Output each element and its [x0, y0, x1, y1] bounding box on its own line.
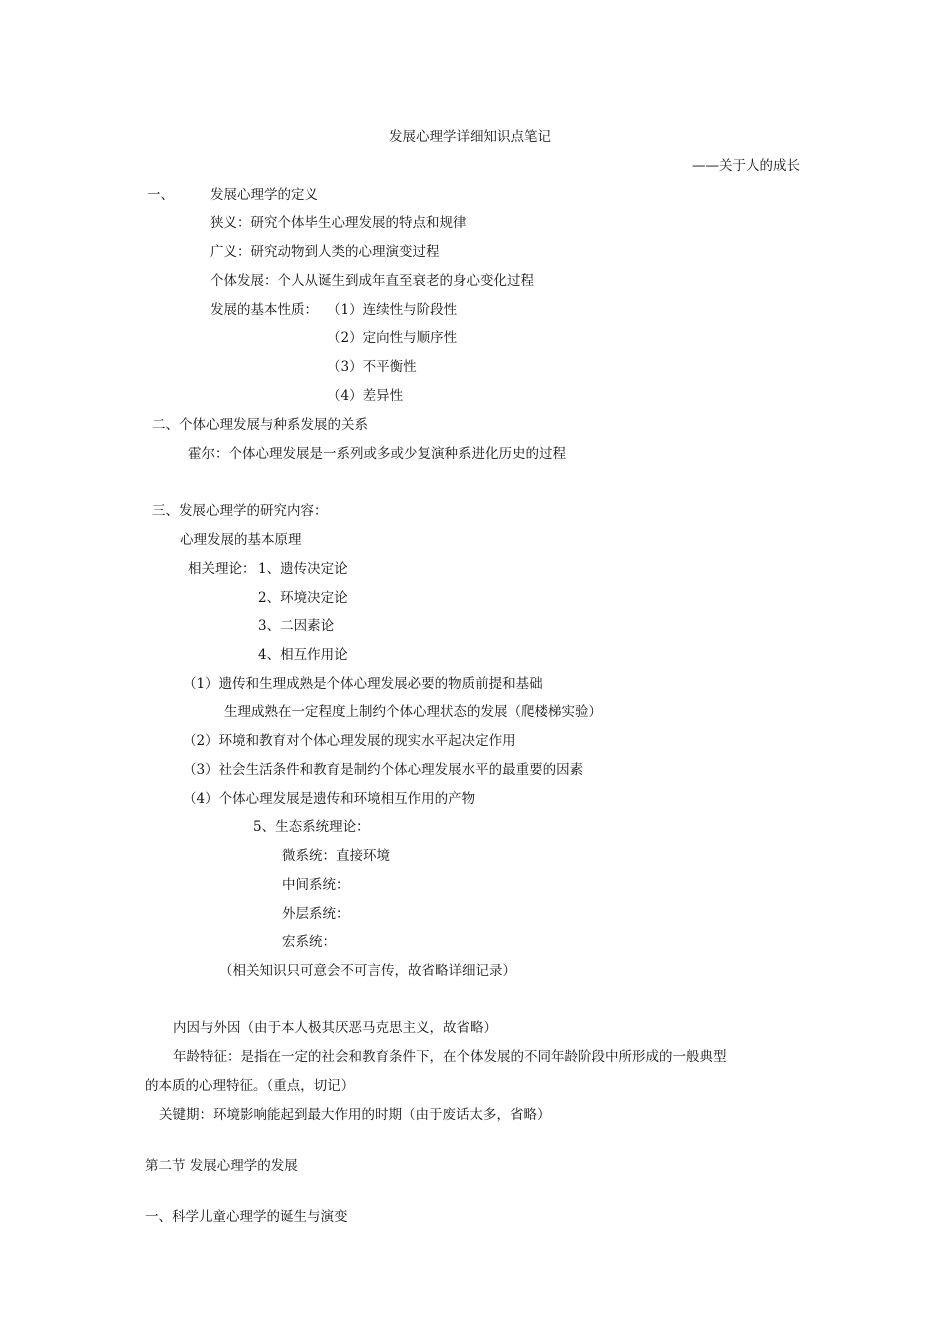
principle-point: （4）个体心理发展是遗传和环境相互作用的产物 — [183, 791, 476, 807]
basic-nature-item: （4）差异性 — [327, 388, 404, 404]
theory-item: 2、环境决定论 — [258, 590, 348, 606]
related-theories-label: 相关理论： — [188, 561, 256, 577]
definition-narrow: 狭义：研究个体毕生心理发展的特点和规律 — [210, 215, 467, 231]
section-1-heading: 发展心理学的定义 — [210, 187, 318, 203]
basic-nature-item: （3）不平衡性 — [327, 359, 417, 375]
hall-statement: 霍尔：个体心理发展是一系列或多或少复演种系进化历史的过程 — [188, 446, 566, 462]
section-1-number: 一、 — [147, 187, 174, 203]
basic-nature-item: （2）定向性与顺序性 — [327, 330, 458, 346]
basic-nature-label: 发展的基本性质： — [210, 302, 318, 318]
basic-nature-item: （1）连续性与阶段性 — [327, 302, 458, 318]
theory-item: 3、二因素论 — [258, 618, 335, 634]
section-3-heading: 三、发展心理学的研究内容： — [152, 503, 328, 519]
ecological-note: （相关知识只可意会不可言传，故省略详细记录） — [219, 963, 516, 979]
principle-point: （3）社会生活条件和教育是制约个体心理发展水平的最重要的因素 — [183, 762, 584, 778]
definition-individual-development: 个体发展：个人从诞生到成年直至衰老的身心变化过程 — [210, 273, 534, 289]
ecological-system-item: 宏系统： — [282, 934, 336, 950]
age-characteristics-line-1: 年龄特征：是指在一定的社会和教育条件下，在个体发展的不同年龄阶段中所形成的一般典型 — [173, 1049, 727, 1065]
section-two-heading: 第二节 发展心理学的发展 — [145, 1158, 298, 1174]
document-title: 发展心理学详细知识点笔记 — [389, 129, 551, 145]
principle-point-note: 生理成熟在一定程度上制约个体心理状态的发展（爬楼梯实验） — [224, 704, 602, 720]
ecological-system-item: 外层系统： — [282, 906, 350, 922]
document-subtitle: ——关于人的成长 — [692, 158, 800, 174]
ecological-system-item: 微系统：直接环境 — [282, 848, 390, 864]
critical-period: 关键期：环境影响能起到最大作用的时期（由于废话太多，省略） — [159, 1107, 551, 1123]
internal-external-factors: 内因与外因（由于本人极其厌恶马克思主义，故省略） — [173, 1020, 497, 1036]
ecological-theory-heading: 5、生态系统理论： — [253, 819, 370, 835]
principle-point: （2）环境和教育对个体心理发展的现实水平起决定作用 — [183, 733, 516, 749]
section-2-heading: 二、个体心理发展与种系发展的关系 — [152, 417, 368, 433]
ecological-system-item: 中间系统： — [282, 877, 350, 893]
definition-broad: 广义：研究动物到人类的心理演变过程 — [210, 244, 440, 260]
section-two-subheading: 一、科学儿童心理学的诞生与演变 — [145, 1209, 348, 1225]
basic-principle-heading: 心理发展的基本原理 — [180, 532, 302, 548]
theory-item: 1、遗传决定论 — [258, 561, 348, 577]
age-characteristics-line-2: 的本质的心理特征。（重点，切记） — [145, 1078, 355, 1094]
principle-point: （1）遗传和生理成熟是个体心理发展必要的物质前提和基础 — [183, 676, 543, 692]
theory-item: 4、相互作用论 — [258, 647, 348, 663]
